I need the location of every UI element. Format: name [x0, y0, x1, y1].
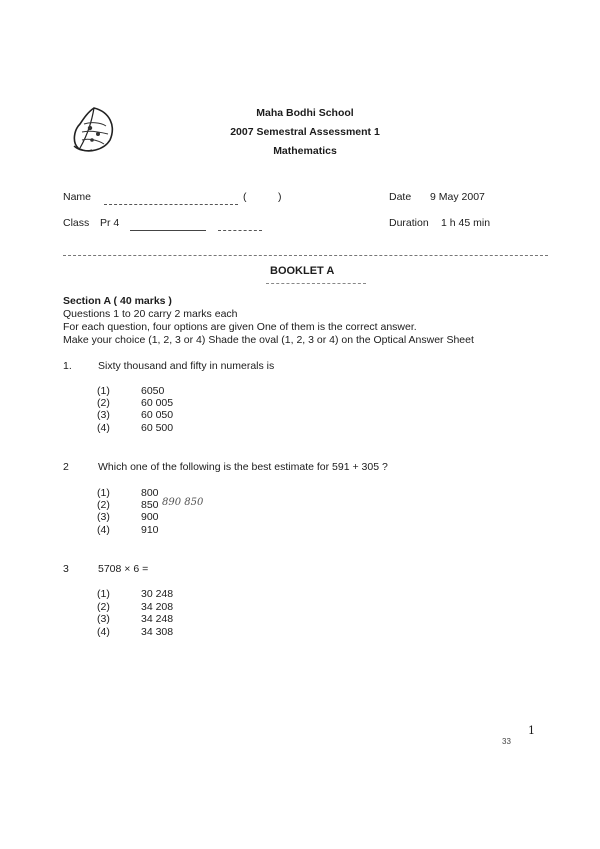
option-label: (1)	[97, 385, 110, 397]
school-name: Maha Bodhi School	[256, 107, 354, 119]
option-label: (4)	[97, 524, 110, 536]
separator-line	[63, 255, 548, 256]
page-number: 1	[528, 724, 535, 737]
class-blank-line-2	[218, 230, 262, 231]
instruction-line: Make your choice (1, 2, 3 or 4) Shade the oval (1, 2, 3 or 4) on the Optical Answer Sheet	[63, 334, 474, 346]
section-title: Section A ( 40 marks )	[63, 295, 172, 307]
option-value: 800	[141, 487, 159, 499]
instruction-line: For each question, four options are given One of them is the correct answer.	[63, 321, 417, 333]
question-number: 3	[63, 563, 69, 575]
option-value: 60 050	[141, 409, 174, 421]
date-value: 9 May 2007	[430, 191, 485, 203]
option-label: (1)	[97, 487, 110, 499]
booklet-underline	[266, 283, 366, 284]
option-value: 34 308	[141, 626, 174, 638]
name-label: Name	[63, 191, 92, 203]
option-value: 850	[141, 499, 159, 511]
option-value: 60 500	[141, 422, 174, 434]
question-text: Which one of the following is the best estimate for 591 + 305 ?	[98, 461, 388, 473]
class-blank-line	[130, 230, 206, 231]
duration-value: 1 h 45 min	[441, 217, 491, 229]
name-paren-close: )	[278, 191, 282, 203]
question-number: 1.	[63, 360, 72, 372]
question-text: Sixty thousand and fifty in numerals is	[98, 360, 275, 372]
option-label: (4)	[97, 626, 110, 638]
name-blank-line	[104, 204, 238, 205]
option-value: 6050	[141, 385, 165, 397]
instruction-line: Questions 1 to 20 carry 2 marks each	[63, 308, 238, 320]
option-label: (2)	[97, 601, 110, 613]
page-mark: 33	[502, 737, 511, 746]
duration-label: Duration	[389, 217, 429, 229]
subject-title: Mathematics	[273, 145, 337, 157]
school-logo-icon	[70, 104, 118, 156]
option-label: (3)	[97, 511, 110, 523]
option-value: 34 208	[141, 601, 174, 613]
question-number: 2	[63, 461, 69, 473]
option-value: 900	[141, 511, 159, 523]
option-label: (4)	[97, 422, 110, 434]
question-text: 5708 × 6 =	[98, 563, 149, 575]
option-label: (2)	[97, 397, 110, 409]
class-value: Pr 4	[100, 217, 120, 229]
date-label: Date	[389, 191, 412, 203]
option-value: 60 005	[141, 397, 174, 409]
name-paren-open: (	[243, 191, 247, 203]
handwritten-note: 890 850	[162, 497, 204, 508]
option-label: (1)	[97, 588, 110, 600]
option-label: (3)	[97, 613, 110, 625]
option-label: (2)	[97, 499, 110, 511]
option-label: (3)	[97, 409, 110, 421]
assessment-title: 2007 Semestral Assessment 1	[230, 126, 380, 138]
booklet-title: BOOKLET A	[270, 265, 335, 277]
class-label: Class	[63, 217, 90, 229]
option-value: 910	[141, 524, 159, 536]
option-value: 30 248	[141, 588, 174, 600]
option-value: 34 248	[141, 613, 174, 625]
